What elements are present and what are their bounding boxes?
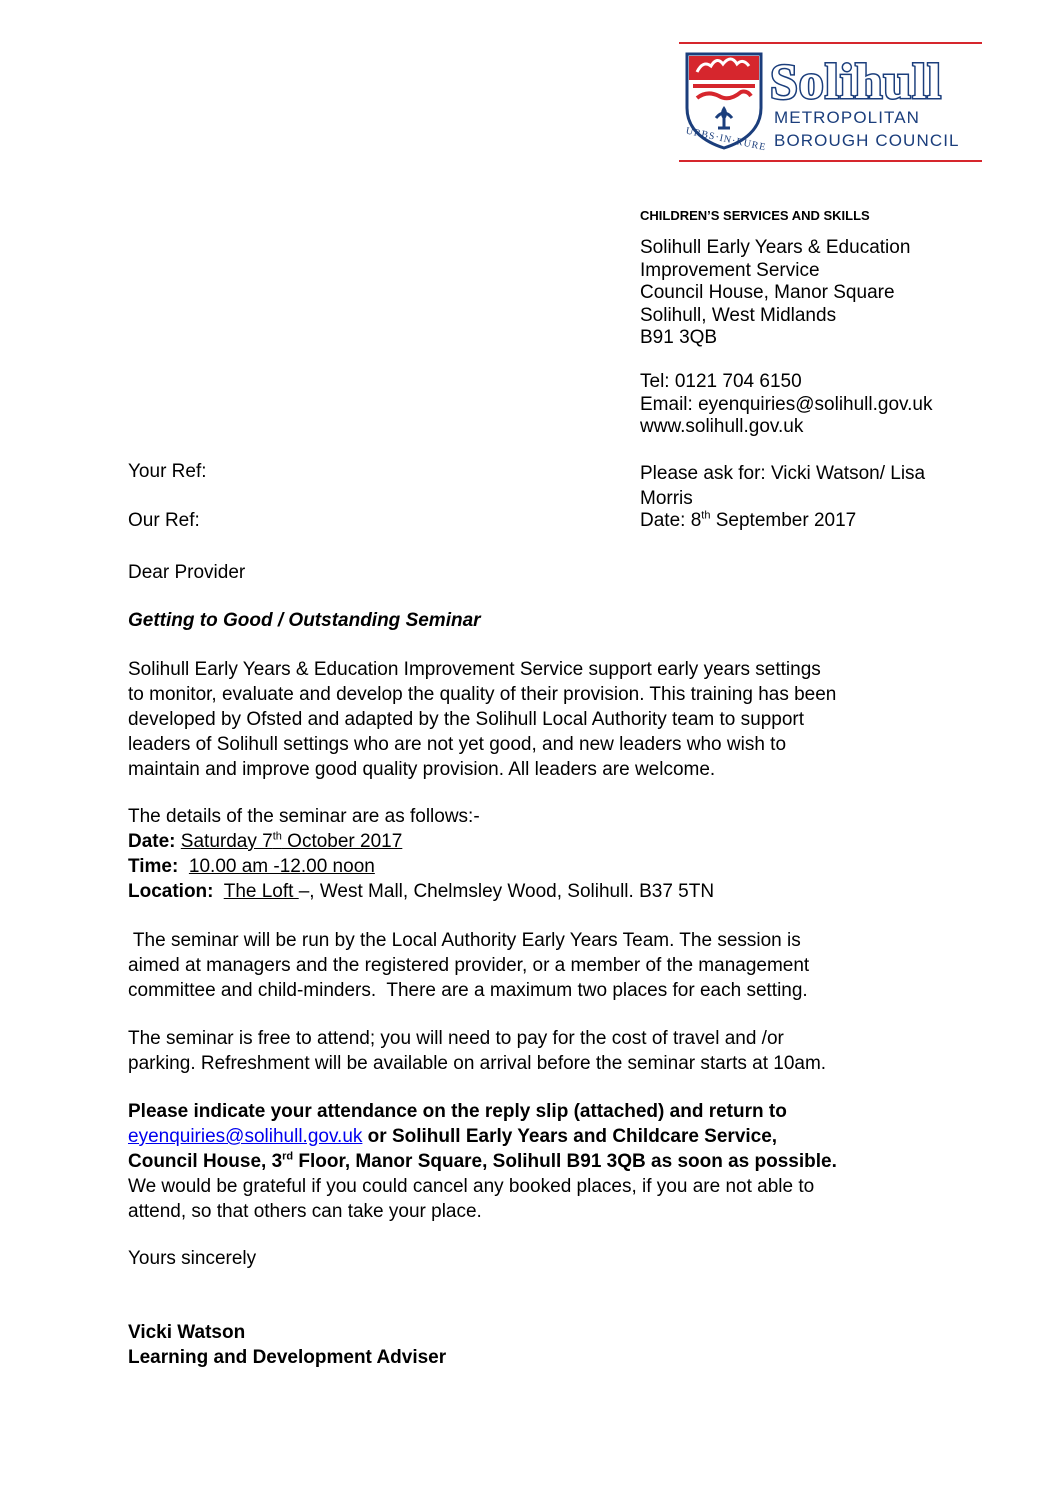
logo-line-borough: BOROUGH COUNCIL bbox=[774, 131, 960, 150]
ask-for bbox=[640, 461, 925, 511]
details-intro: The details of the seminar are as follows:- bbox=[128, 806, 480, 827]
detail-label: Time: bbox=[128, 856, 179, 877]
detail-time bbox=[128, 854, 714, 879]
paragraph-line: committee and child-minders. There are a maximum two places for each setting. bbox=[128, 980, 808, 1001]
cost-paragraph bbox=[128, 1026, 826, 1076]
website[interactable]: www.solihull.gov.uk bbox=[640, 416, 804, 437]
letter-date bbox=[640, 510, 856, 532]
reply-paragraph bbox=[128, 1099, 837, 1224]
logo-wordmark bbox=[768, 56, 982, 104]
paragraph-line: aimed at managers and the registered provider, or a member of the management bbox=[128, 955, 810, 976]
our-ref-label: Our Ref: bbox=[128, 510, 200, 531]
department-address bbox=[640, 237, 910, 350]
date-ordinal: th bbox=[701, 509, 711, 522]
paragraph-line: We would be grateful if you could cancel any booked places, if you are not able to bbox=[128, 1176, 815, 1197]
paragraph-line: to monitor, evaluate and develop the quality of their provision. This training has been bbox=[128, 684, 837, 705]
date-text-rest: September 2017 bbox=[710, 510, 857, 531]
logo-name: Solihull bbox=[770, 56, 942, 104]
date-text: Date: 8 bbox=[640, 510, 702, 531]
address-line: Council House, Manor Square bbox=[640, 282, 895, 303]
paragraph-line: Solihull Early Years & Education Improvement Service support early years settings bbox=[128, 659, 821, 680]
department-heading: CHILDREN’S SERVICES AND SKILLS bbox=[640, 208, 870, 223]
telephone: Tel: 0121 704 6150 bbox=[640, 371, 802, 392]
address-line: Improvement Service bbox=[640, 259, 820, 281]
reply-line-rest: or Solihull Early Years and Childcare Service, bbox=[362, 1126, 778, 1147]
paragraph-line: The seminar will be run by the Local Authority Early Years Team. The session is bbox=[128, 930, 801, 951]
reply-line: Please indicate your attendance on the reply slip (attached) and return to bbox=[128, 1101, 787, 1122]
ask-for-line: Morris bbox=[640, 488, 693, 509]
reply-line-text: Council House, 3 bbox=[128, 1151, 283, 1172]
closing: Yours sincerely bbox=[128, 1248, 257, 1269]
detail-value bbox=[181, 831, 403, 852]
logo-bottom-rule bbox=[679, 160, 982, 162]
detail-location bbox=[128, 879, 714, 904]
reply-line bbox=[128, 1149, 837, 1174]
detail-value: 10.00 am -12.00 noon bbox=[188, 856, 375, 877]
logo-line-metropolitan: METROPOLITAN bbox=[774, 108, 921, 127]
intro-paragraph bbox=[128, 657, 836, 782]
your-ref-label: Your Ref: bbox=[128, 461, 207, 482]
detail-value: The Loft bbox=[223, 881, 299, 902]
detail-value-text: October 2017 bbox=[281, 831, 403, 852]
signatory-name: Vicki Watson bbox=[128, 1322, 246, 1343]
paragraph-line: The seminar is free to attend; you will need to pay for the cost of travel and /or bbox=[128, 1028, 784, 1049]
detail-value-rest: –, West Mall, Chelmsley Wood, Solihull. B37 5TN bbox=[298, 881, 715, 902]
paragraph-line: maintain and improve good quality provision. All leaders are welcome. bbox=[128, 759, 716, 780]
address-line: Solihull, West Midlands bbox=[640, 304, 837, 326]
reply-email-link[interactable]: eyenquiries@solihull.gov.uk bbox=[128, 1126, 363, 1147]
detail-label: Location: bbox=[128, 881, 214, 902]
salutation: Dear Provider bbox=[128, 562, 246, 583]
logo-top-rule bbox=[679, 42, 982, 44]
run-by-paragraph bbox=[128, 928, 809, 1003]
paragraph-line: leaders of Solihull settings who are not yet good, and new leaders who wish to bbox=[128, 734, 787, 755]
detail-label: Date: bbox=[128, 831, 176, 852]
address-line: B91 3QB bbox=[640, 327, 718, 348]
contact-details bbox=[640, 371, 932, 439]
seminar-details bbox=[128, 804, 714, 904]
reply-ordinal: rd bbox=[282, 1150, 294, 1163]
council-logo bbox=[679, 42, 982, 162]
letter-title: Getting to Good / Outstanding Seminar bbox=[128, 610, 481, 631]
detail-ordinal: th bbox=[272, 830, 282, 843]
ask-for-line: Please ask for: Vicki Watson/ Lisa bbox=[640, 463, 926, 484]
paragraph-line: developed by Ofsted and adapted by the Solihull Local Authority team to support bbox=[128, 709, 805, 730]
logo-motto: URBS·IN·RURE bbox=[684, 125, 768, 154]
signatory bbox=[128, 1320, 446, 1370]
email-address[interactable]: Email: eyenquiries@solihull.gov.uk bbox=[640, 393, 933, 415]
paragraph-line: attend, so that others can take your place. bbox=[128, 1201, 482, 1222]
signatory-title: Learning and Development Adviser bbox=[128, 1347, 447, 1368]
address-line: Solihull Early Years & Education bbox=[640, 237, 911, 258]
paragraph-line: parking. Refreshment will be available on arrival before the seminar starts at 10am. bbox=[128, 1053, 827, 1074]
reply-line bbox=[128, 1124, 837, 1149]
detail-date bbox=[128, 829, 714, 854]
detail-value-text: Saturday 7 bbox=[180, 831, 273, 852]
reply-line-text: Floor, Manor Square, Solihull B91 3QB as soon as possible. bbox=[293, 1151, 837, 1172]
